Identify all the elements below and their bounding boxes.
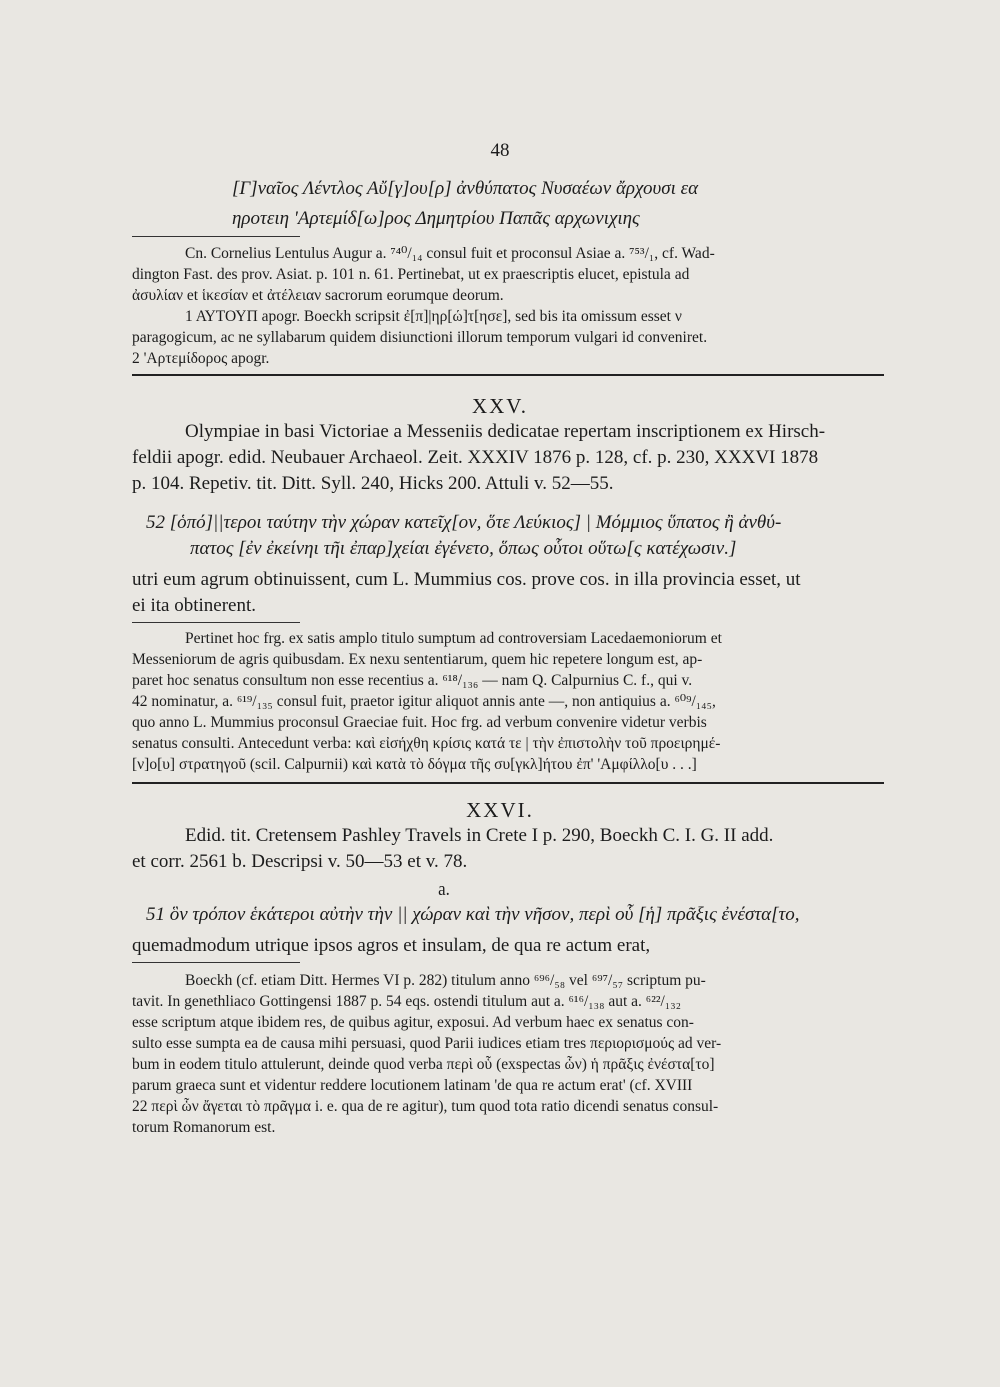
note-line: Boeckh (cf. etiam Ditt. Hermes VI p. 282) titulum anno ⁶⁹⁶/₅₈ vel ⁶⁹⁷/₅₇ scriptum pu- bbox=[185, 972, 706, 989]
note-line: Cn. Cornelius Lentulus Augur a. ⁷⁴⁰/₁₄ consul fuit et proconsul Asiae a. ⁷⁵³/₁, cf. Wad- bbox=[185, 245, 715, 262]
note-line: [ν]ο[υ] στρατηγοῦ (scil. Calpurnii) καὶ κατὰ τὸ δόγμα τῆς συ[γκλ]ήτου ἐπ' 'Αμφίλλο[υ . . .] bbox=[132, 756, 697, 773]
intro-line: et corr. 2561 b. Descripsi v. 50—53 et v. 78. bbox=[132, 851, 468, 872]
greek-line: ηροτειη 'Αρτεμίδ[ω]ρος Δημητρίου Παπᾶς αρχωνιχιης bbox=[232, 208, 640, 229]
note-line: 2 'Αρτεμίδορος apogr. bbox=[132, 350, 270, 367]
page-number: 48 bbox=[490, 140, 510, 161]
section-heading-xxv: XXV. bbox=[471, 394, 529, 418]
section-heading-xxvi: XXVI. bbox=[466, 798, 534, 822]
footnote-rule bbox=[132, 236, 300, 237]
footnote-rule bbox=[132, 962, 300, 963]
note-line: parum graeca sunt et videntur reddere locutionem latinam 'de qua re actum erat' (cf. XVIII bbox=[132, 1077, 693, 1094]
section-divider bbox=[132, 374, 884, 376]
note-line: esse scriptum atque ibidem res, de quibus agitur, exposui. Ad verbum haec ex senatus con- bbox=[132, 1014, 694, 1031]
greek-line: [Γ]ναῖος Λέντλος Αὔ[γ]ου[ρ] ἀνθύπατος Νυσαέων ἄρχουσι εα bbox=[232, 178, 699, 199]
intro-line: Olympiae in basi Victoriae a Messeniis dedicatae repertam inscriptionem ex Hirsch- bbox=[185, 421, 826, 442]
note-line: 42 nominatur, a. ⁶¹⁹/₁₃₅ consul fuit, praetor igitur aliquot annis ante —, non antiquius a. ⁶⁰⁹/₁₄₅, bbox=[132, 693, 716, 710]
note-line: 1 ΑΥΤΟΥΠ apogr. Boeckh scripsit ἐ[π]|ηρ[ώ]τ[ησε], sed bis ita omissum esset ν bbox=[185, 308, 682, 325]
intro-line: p. 104. Repetiv. tit. Ditt. Syll. 240, Hicks 200. Attuli v. 52—55. bbox=[132, 473, 614, 494]
note-line: sulto esse sumpta ea de causa mihi persuasi, quod Parii iudices etiam tres περιορισμούς ad ver- bbox=[132, 1035, 722, 1052]
note-line: bum in eodem titulo attulerunt, deinde quod verba περὶ οὗ (exspectas ὧν) ἡ πρᾶξις ἐνέστα[το] bbox=[132, 1056, 715, 1073]
greek-line: 52 [ὁπό]||τεροι ταύτην τὴν χώραν κατεῖχ[ον, ὅτε Λεύκιος] | Μόμμιος ὕπατος ἢ ἀνθύ- bbox=[146, 512, 782, 533]
note-line: quo anno L. Mummius proconsul Graeciae fuit. Hoc frg. ad verbum convenire videtur verbis bbox=[132, 714, 707, 731]
note-line: 22 περὶ ὧν ἄγεται τὸ πρᾶγμα i. e. qua de re agitur), tum quod tota ratio dicendi senatus consul- bbox=[132, 1098, 719, 1115]
note-line: senatus consulti. Antecedunt verba: καὶ εἰσήχθη κρίσις κατά τε | τὴν ἐπιστολὴν τοῦ προειρημέ- bbox=[132, 735, 721, 752]
note-line: Pertinet hoc frg. ex satis amplo titulo sumptum ad controversiam Lacedaemoniorum et bbox=[185, 630, 722, 647]
note-line: paragogicum, ac ne syllabarum quidem disiunctioni illorum temporum vulgari id conveniret. bbox=[132, 329, 708, 346]
note-line: torum Romanorum est. bbox=[132, 1119, 276, 1136]
subsection-label: a. bbox=[438, 879, 450, 900]
note-line: dington Fast. des prov. Asiat. p. 101 n. 61. Pertinebat, ut ex praescriptis elucet, epistula ad bbox=[132, 266, 690, 283]
latin-line: utri eum agrum obtinuissent, cum L. Mummius cos. prove cos. in illa provincia esset, ut bbox=[132, 569, 801, 590]
latin-line: quemadmodum utrique ipsos agros et insulam, de qua re actum erat, bbox=[132, 935, 651, 956]
greek-line: πατος [ἐν ἐκείνηι τῆι ἐπαρ]χείαι ἐγένετο, ὅπως οὗτοι οὕτω[ς κατέχωσιν.] bbox=[190, 538, 737, 559]
note-line: paret hoc senatus consultum non esse recentius a. ⁶¹⁸/₁₃₆ — nam Q. Calpurnius C. f., qui v. bbox=[132, 672, 693, 689]
note-line: ἀσυλίαν et ἱκεσίαν et ἀτέλειαν sacrorum eorumque deorum. bbox=[132, 287, 504, 304]
intro-line: feldii apogr. edid. Neubauer Archaeol. Zeit. XXXIV 1876 p. 128, cf. p. 230, XXXVI 1878 bbox=[132, 447, 819, 468]
latin-line: ei ita obtinerent. bbox=[132, 595, 256, 616]
intro-line: Edid. tit. Cretensem Pashley Travels in Crete I p. 290, Boeckh C. I. G. II add. bbox=[185, 825, 774, 846]
note-line: Messeniorum de agris quibusdam. Ex nexu sententiarum, quem hic repetere longum est, ap- bbox=[132, 651, 703, 668]
section-divider bbox=[132, 782, 884, 784]
note-line: tavit. In genethliaco Gottingensi 1887 p. 54 eqs. ostendi titulum aut a. ⁶¹⁶/₁₃₈ aut a. ⁶²²/₁₃₂ bbox=[132, 993, 682, 1010]
greek-line: 51 ὃν τρόπον ἑκάτεροι αὐτὴν τὴν || χώραν καὶ τὴν νῆσον, περὶ οὗ [ἡ] πρᾶξις ἐνέστα[το, bbox=[146, 904, 800, 925]
footnote-rule bbox=[132, 622, 300, 623]
